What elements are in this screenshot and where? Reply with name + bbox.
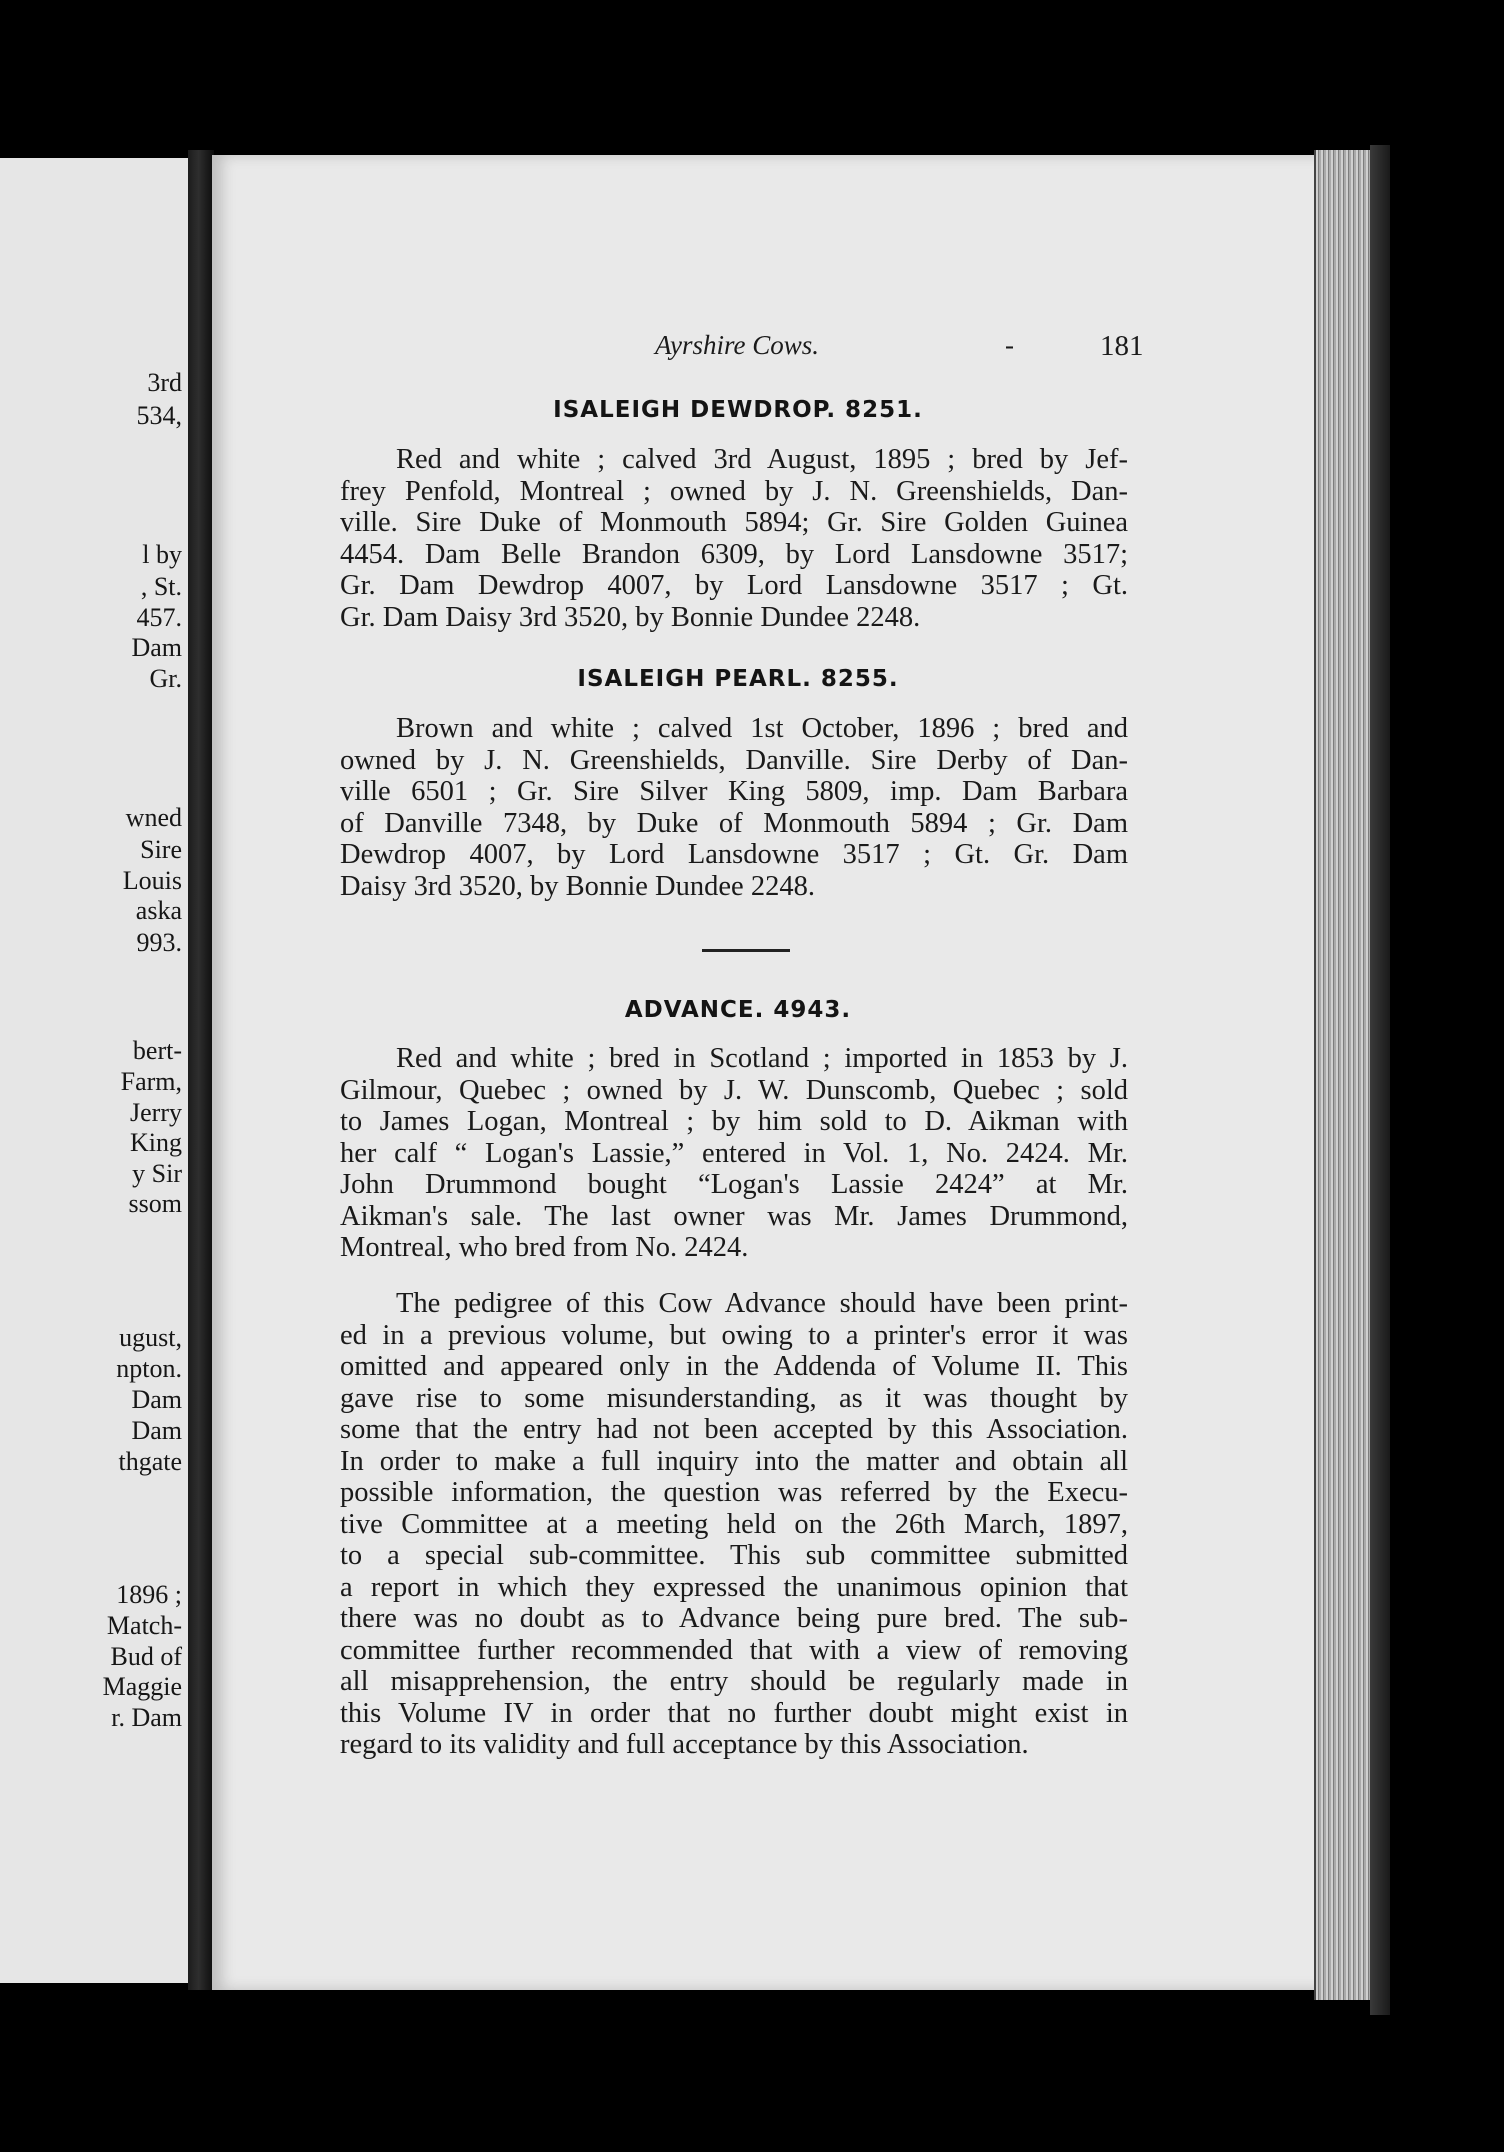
- running-head-dash: -: [1005, 330, 1014, 360]
- previous-page-text-fragment: r. Dam: [111, 1703, 182, 1732]
- text-line: to a special sub-committee. This sub committee submitted: [340, 1540, 1128, 1571]
- text-line: ville 6501 ; Gr. Sire Silver King 5809, imp. Dam Barbara: [340, 776, 1128, 807]
- text-line: to James Logan, Montreal ; by him sold to D. Aikman with: [340, 1106, 1128, 1137]
- text-line: some that the entry had not been accepted by this Association.: [340, 1414, 1128, 1445]
- previous-page-text-fragment: 3rd: [147, 368, 182, 397]
- previous-page-text-fragment: 1896 ;: [116, 1580, 182, 1609]
- text-line: possible information, the question was referred by the Execu-: [340, 1477, 1128, 1508]
- text-line: Dewdrop 4007, by Lord Lansdowne 3517 ; Gt. Gr. Dam: [340, 839, 1128, 870]
- previous-page-text-fragment: 534,: [136, 401, 182, 430]
- previous-page-text-fragment: Jerry: [130, 1098, 182, 1127]
- text-line: all misapprehension, the entry should be regularly made in: [340, 1666, 1128, 1697]
- previous-page-text-fragment: Farm,: [120, 1067, 182, 1096]
- text-line: this Volume IV in order that no further doubt might exist in: [340, 1697, 1128, 1729]
- text-line: Brown and white ; calved 1st October, 1896 ; bred and: [396, 713, 1128, 744]
- text-line: omitted and appeared only in the Addenda of Volume II. This: [340, 1351, 1128, 1382]
- previous-page-text-fragment: Maggie: [102, 1672, 182, 1701]
- text-line: a report in which they expressed the unanimous opinion that: [340, 1571, 1128, 1603]
- previous-page-text-fragment: bert-: [132, 1036, 182, 1065]
- text-line: ed in a previous volume, but owing to a printer's error it was: [340, 1319, 1128, 1351]
- text-line: Gr. Dam Daisy 3rd 3520, by Bonnie Dundee 2248.: [340, 601, 921, 633]
- text-line: frey Penfold, Montreal ; owned by J. N. Greenshields, Dan-: [340, 475, 1128, 507]
- previous-page-text-fragment: Match-: [106, 1611, 182, 1640]
- previous-page-text-fragment: Sire: [140, 835, 182, 864]
- book-gutter: [188, 150, 214, 1990]
- previous-page-text-fragment: l by: [142, 540, 182, 569]
- text-line: Gilmour, Quebec ; owned by J. W. Dunscomb, Quebec ; sold: [340, 1074, 1128, 1106]
- previous-page-text-fragment: King: [130, 1128, 182, 1157]
- previous-page-text-fragment: Louis: [122, 866, 182, 895]
- previous-page-text-fragment: ugust,: [119, 1323, 182, 1352]
- previous-page-text-fragment: 993.: [136, 928, 182, 957]
- text-line: Gr. Dam Dewdrop 4007, by Lord Lansdowne 3517 ; Gt.: [340, 570, 1128, 601]
- text-line: Red and white ; bred in Scotland ; imported in 1853 by J.: [396, 1043, 1128, 1074]
- page-edges: [1314, 150, 1372, 2000]
- text-line: of Danville 7348, by Duke of Monmouth 5894 ; Gr. Dam: [340, 807, 1128, 839]
- entry-heading: ISALEIGH DEWDROP. 8251.: [553, 397, 923, 423]
- entry-heading: ISALEIGH PEARL. 8255.: [577, 666, 899, 692]
- previous-page: [0, 158, 190, 1983]
- previous-page-text-fragment: ssom: [128, 1189, 182, 1218]
- text-line: John Drummond bought “Logan's Lassie 2424” at Mr.: [340, 1169, 1128, 1200]
- previous-page-text-fragment: Gr.: [149, 664, 182, 693]
- text-line: there was no doubt as to Advance being pure bred. The sub-: [340, 1603, 1128, 1634]
- entry-heading: ADVANCE. 4943.: [624, 997, 852, 1023]
- entry-paragraph: [340, 444, 1128, 633]
- previous-page-text-fragment: 457.: [136, 603, 182, 632]
- text-line: committee further recommended that with a view of removing: [340, 1634, 1128, 1666]
- text-line: gave rise to some misunderstanding, as it was thought by: [340, 1382, 1128, 1414]
- text-line: regard to its validity and full acceptance by this Association.: [340, 1729, 1029, 1760]
- text-line: tive Committee at a meeting held on the 26th March, 1897,: [340, 1508, 1128, 1540]
- running-title: Ayrshire Cows.: [655, 330, 820, 360]
- previous-page-text-fragment: y Sir: [132, 1159, 182, 1188]
- previous-page-text-fragment: Dam: [131, 1385, 182, 1414]
- entry-paragraph: [340, 713, 1128, 902]
- previous-page-text-fragment: , St.: [140, 572, 182, 601]
- text-line: Daisy 3rd 3520, by Bonnie Dundee 2248.: [340, 870, 815, 902]
- text-line: 4454. Dam Belle Brandon 6309, by Lord Lansdowne 3517;: [340, 538, 1128, 570]
- previous-page-text-fragment: Dam: [131, 1416, 182, 1445]
- note-paragraph: [340, 1288, 1128, 1761]
- previous-page-text-fragment: Bud of: [110, 1642, 182, 1671]
- text-line: her calf “ Logan's Lassie,” entered in Vol. 1, No. 2424. Mr.: [340, 1137, 1128, 1169]
- text-line: The pedigree of this Cow Advance should have been print-: [396, 1288, 1128, 1319]
- entry-paragraph: [340, 1043, 1128, 1264]
- section-divider: [702, 949, 790, 952]
- previous-page-text-fragment: wned: [125, 803, 182, 832]
- text-line: Montreal, who bred from No. 2424.: [340, 1232, 749, 1263]
- text-line: In order to make a full inquiry into the matter and obtain all: [340, 1445, 1128, 1477]
- text-line: owned by J. N. Greenshields, Danville. Sire Derby of Dan-: [340, 744, 1128, 776]
- text-line: ville. Sire Duke of Monmouth 5894; Gr. Sire Golden Guinea: [340, 507, 1128, 538]
- page-number: 181: [1100, 330, 1144, 362]
- book-cover-edge: [1370, 145, 1390, 2015]
- previous-page-text-fragment: Dam: [131, 633, 182, 662]
- previous-page-text-fragment: aska: [135, 896, 182, 925]
- previous-page-text-fragment: thgate: [118, 1447, 182, 1476]
- text-line: Red and white ; calved 3rd August, 1895 ; bred by Jef-: [396, 444, 1128, 475]
- previous-page-text-fragment: npton.: [116, 1354, 182, 1383]
- text-line: Aikman's sale. The last owner was Mr. James Drummond,: [340, 1200, 1128, 1232]
